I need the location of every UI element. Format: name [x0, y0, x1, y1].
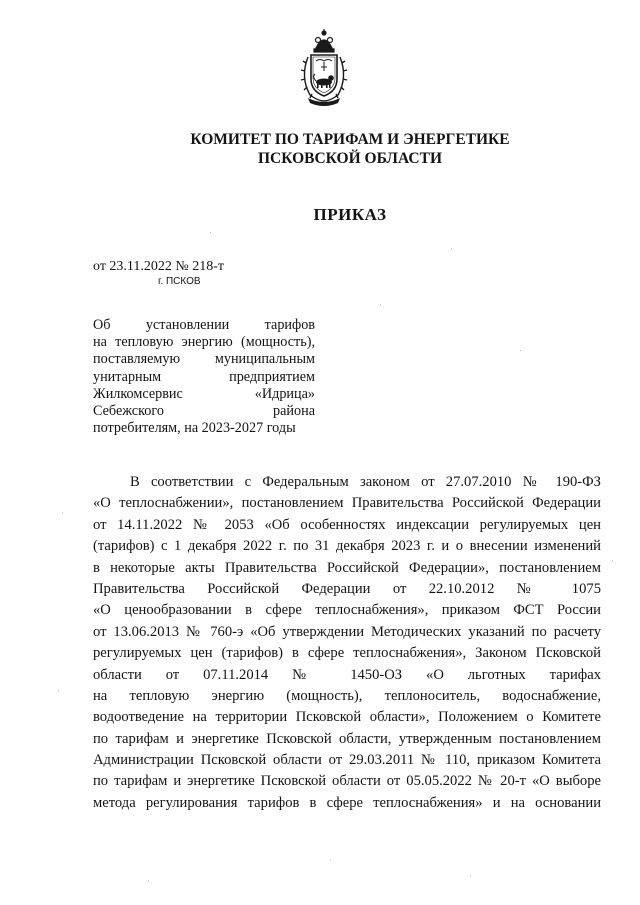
subject-line: Об установлении тарифов	[93, 317, 315, 333]
body-line: на тепловую энергию (мощность), теплоноситель, водоснабжение,	[93, 687, 601, 704]
scan-speck	[58, 690, 59, 691]
subject-line: унитарным предприятием	[93, 368, 315, 385]
body-line: от 13.06.2013 № 760-э «Об утверждении Методических указаний по расчету	[93, 623, 601, 640]
body-line: регулируемых цен (тарифов) в сфере теплоснабжения», Законом Псковской	[93, 645, 601, 662]
organization-name	[120, 130, 580, 168]
organization-name-line1: КОМИТЕТ ПО ТАРИФАМ И ЭНЕРГЕТИКЕ	[190, 131, 510, 148]
scan-speck	[470, 875, 471, 876]
scan-speck	[330, 860, 331, 861]
subject-line: поставляемую муниципальным	[93, 351, 315, 368]
coat-of-arms-emblem	[294, 27, 354, 107]
scan-speck	[380, 304, 381, 305]
body-line: метода регулирования тарифов в сфере теплоснабжения» и на основании	[93, 794, 601, 811]
scan-speck	[612, 560, 613, 561]
document-date-number: от 23.11.2022 № 218-т	[93, 259, 225, 274]
body-line: области от 07.11.2014 № 1450-ОЗ «О льготных тарифах	[93, 666, 601, 683]
scan-speck	[62, 512, 63, 513]
document-city: г. ПСКОВ	[158, 276, 201, 287]
body-line: (тарифов) с 1 декабря 2022 г. по 31 декабря 2023 г. и о внесении изменений	[93, 538, 601, 555]
scan-speck	[451, 248, 452, 249]
body-line: по тарифам и энергетике Псковской области от 05.05.2022 № 20-т «О выборе	[93, 773, 601, 790]
body-line: в некоторые акты Правительства Российской Федерации», постановлением	[93, 559, 601, 576]
body-line: Администрации Псковской области от 29.03.2011 № 110, приказом Комитета	[93, 752, 601, 769]
body-line: «О теплоснабжении», постановлением Правительства Российской Федерации	[93, 495, 601, 512]
body-line: «О ценообразовании в сфере теплоснабжения», приказом ФСТ России	[93, 602, 601, 619]
body-line: Правительства Российской Федерации от 22.10.2012 № 1075	[93, 580, 601, 597]
body-line: водоотведение на территории Псковской области», Положением о Комитете	[93, 709, 601, 726]
document-type-title: ПРИКАЗ	[313, 205, 387, 224]
body-line: по тарифам и энергетике Псковской области, утвержденным постановлением	[93, 730, 601, 747]
document-body-paragraph	[93, 472, 601, 814]
organization-name-line2: ПСКОВСКОЙ ОБЛАСТИ	[257, 150, 442, 167]
scan-speck	[210, 232, 211, 233]
subject-line: на тепловую энергию (мощность),	[93, 334, 315, 351]
scan-speck	[520, 350, 521, 351]
document-subject	[93, 317, 315, 437]
subject-line: потребителям, на 2023-2027 годы	[93, 420, 296, 437]
body-line: от 14.11.2022 № 2053 «Об особенностях индексации регулируемых цен	[93, 516, 601, 533]
scan-speck	[148, 880, 149, 881]
subject-line: Жилкомсервис «Идрица»	[93, 385, 315, 402]
body-line: В соответствии с Федеральным законом от 27.07.2010 № 190-ФЗ	[130, 474, 601, 490]
subject-line: Себежского района	[93, 402, 315, 419]
